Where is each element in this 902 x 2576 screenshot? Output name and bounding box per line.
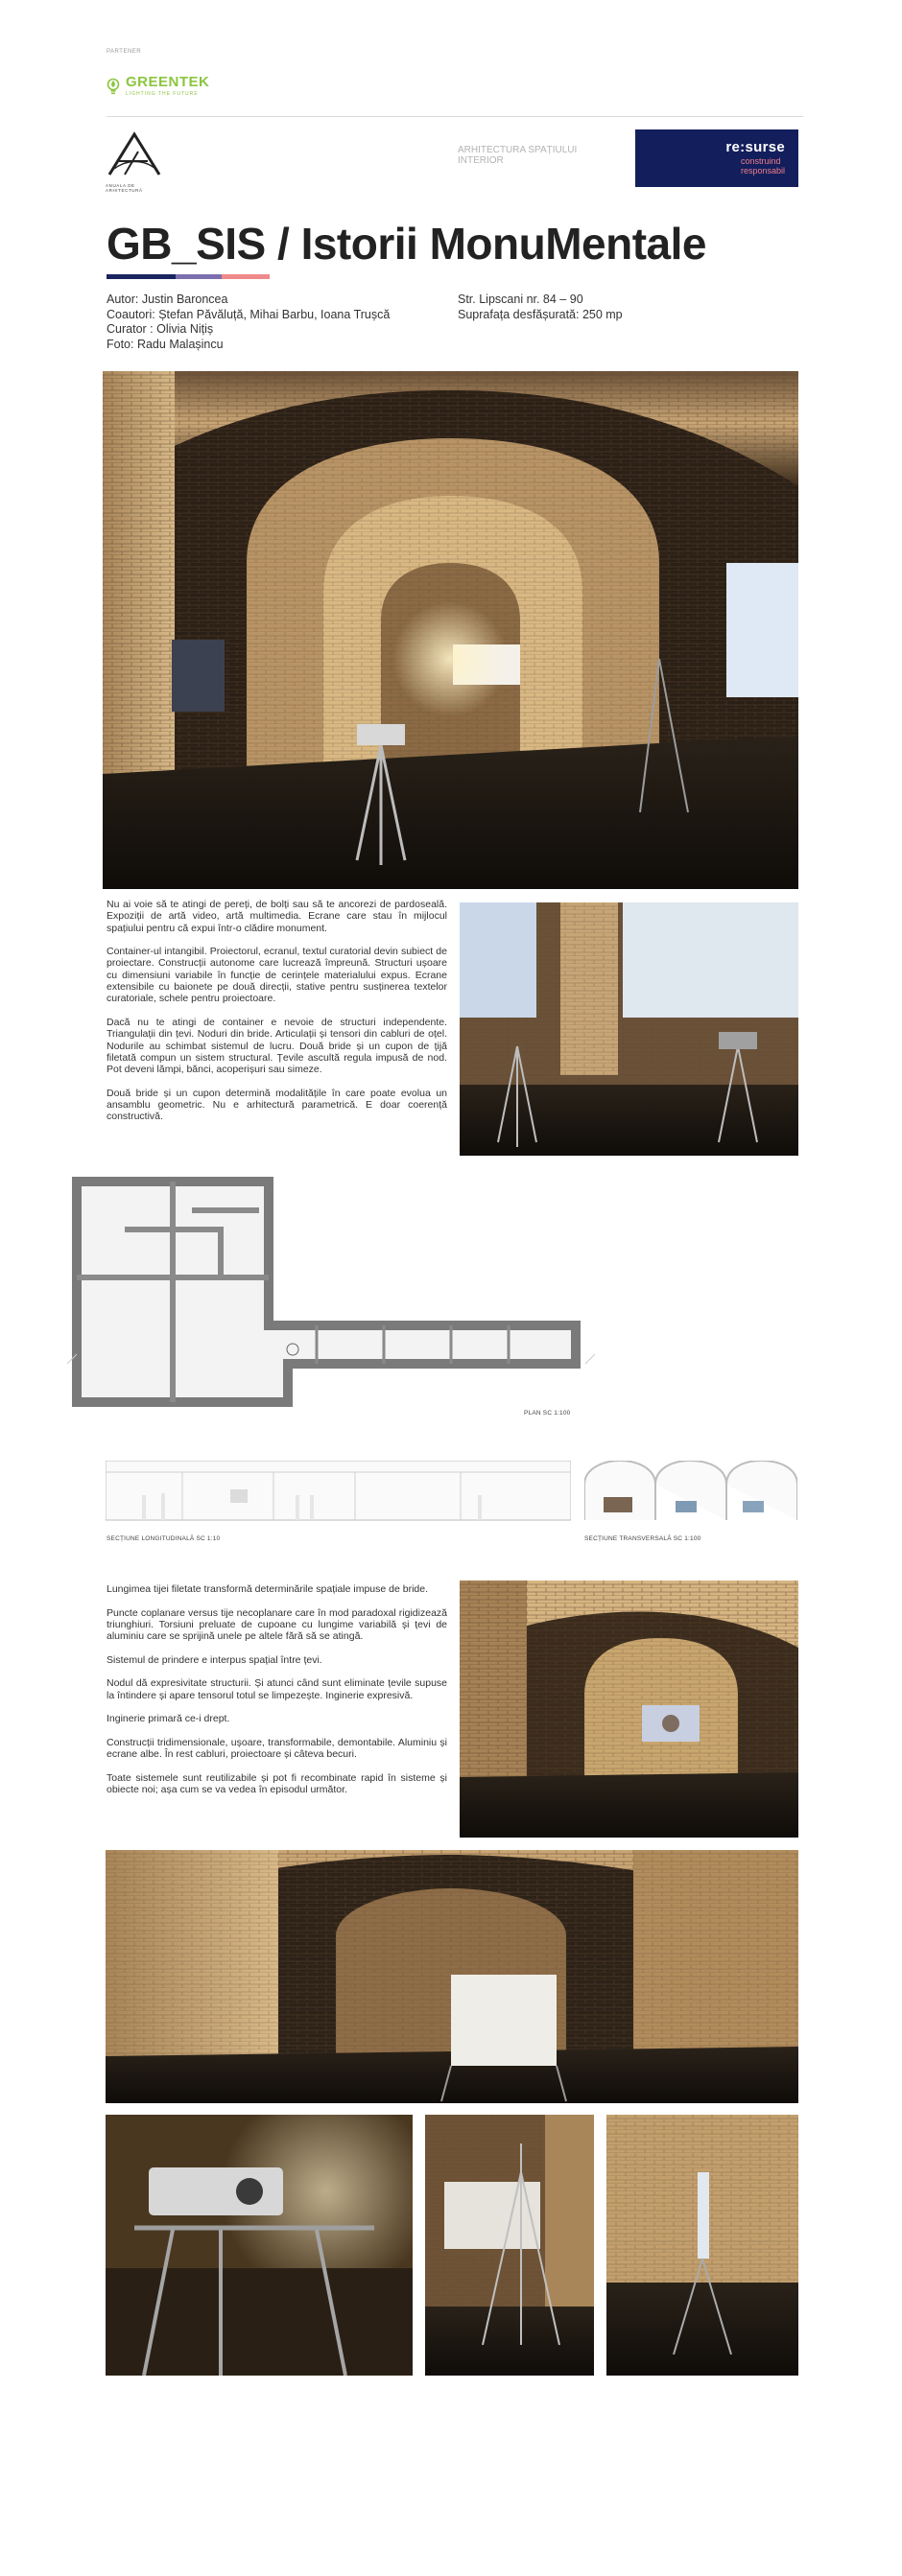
greentek-tagline: LIGHTING THE FUTURE xyxy=(126,91,199,97)
exhibition-photo-2 xyxy=(460,902,798,1156)
accent-bar-purple xyxy=(176,274,222,279)
partner-label: PARTENER xyxy=(107,49,142,55)
bulb-leaf-icon xyxy=(107,78,120,95)
paragraph: Lungimea tijei filetate transformă determinările spațiale impuse de bride. xyxy=(107,1583,429,1595)
anuala-logo xyxy=(106,130,173,193)
structure-photo xyxy=(425,2115,594,2376)
cross-section-drawing xyxy=(584,1461,797,1522)
accent-bar-navy xyxy=(107,274,176,279)
floor-plan-drawing xyxy=(67,1172,605,1421)
text-block-2 xyxy=(107,1583,447,1808)
greentek-wordmark: GREENTEK xyxy=(126,74,210,90)
hero-photo xyxy=(103,371,798,889)
paragraph: Toate sistemele sunt reutilizabile și pot fi recombinate rapid în sisteme și obiecte noi; așa cum se va vedea în episodul următor. xyxy=(107,1771,447,1796)
paragraph: Nodul dă expresivitate structurii. Și atunci când sunt eliminate țevile supuse la întindere și apare tensorul totul se limpezește. Inginerie expresivă. xyxy=(107,1677,447,1701)
exhibition-photo-3 xyxy=(460,1581,798,1838)
anuala-caption: ANUALA DE ARHITECTURĂ xyxy=(106,183,143,193)
paragraph: Dacă nu te atingi de container e nevoie de structuri independente. Triangulații din țevi. Noduri din bride. Articulații și tensori din cabluri de oțel. Nodurile au schimbat sistemul de lucru. Două bride și un cupon de țijă filetată compun un sistem structural. Țevile ascultă regula impusă de nod. Pot deveni lămpi, bănci, acoperișuri sau simeze. xyxy=(107,1016,447,1076)
text-block-1 xyxy=(107,899,447,1135)
paragraph: Construcții tridimensionale, ușoare, transformabile, demontabile. Aluminiu și ecrane albe. În rest cabluri, proiectoare și câteva becuri. xyxy=(107,1736,447,1761)
resurse-logo xyxy=(635,129,798,187)
credit-author: Autor: Justin Baroncea xyxy=(107,293,228,306)
paragraph: Două bride și un cupon determină modalitățile în care poate evolua un ansamblu geometric. Nu e arhitectură parametrică. E doar coerență constructivă. xyxy=(107,1087,447,1123)
paragraph: Inginerie primară ce-i drept. xyxy=(107,1713,230,1725)
letter-a-logo-icon xyxy=(106,130,163,176)
accent-bars xyxy=(107,274,270,279)
accent-bar-pink xyxy=(222,274,270,279)
credit-area: Suprafața desfășurată: 250 mp xyxy=(458,307,623,321)
paragraph: Sistemul de prindere e interpus spațial între țevi. xyxy=(107,1653,322,1666)
paragraph: Nu ai voie să te atingi de pereți, de bolți sau să te ancorezi de pardoseală. Expoziții de artă video, artă multimedia. Ecrane care stau în mijlocul spațiului pentru că expui într-o clădire monument. xyxy=(107,899,447,934)
longitudinal-section-drawing xyxy=(106,1461,571,1522)
projector-photo xyxy=(106,2115,413,2376)
longitudinal-section-caption: SECȚIUNE LONGITUDINALĂ SC 1:10 xyxy=(107,1535,221,1542)
page-title: GB_SIS / Istorii MonuMentale xyxy=(107,219,706,269)
credits-right xyxy=(458,293,623,322)
resurse-wordmark: re:surse xyxy=(725,139,785,155)
paragraph: Puncte coplanare versus tije necoplanare care în mod paradoxal rigidizează triunghiuri. Torsiuni preluate de cupoane cu lungime variabilă și țevi de aluminiu care se sprijină unele pe altele fără să se atingă. xyxy=(107,1606,447,1643)
tripod-photo xyxy=(606,2115,798,2376)
credit-curator: Curator : Olivia Nițiș xyxy=(107,322,214,336)
header-divider xyxy=(107,116,803,117)
credit-photo: Foto: Radu Malașincu xyxy=(107,337,224,351)
corridor-photo xyxy=(106,1850,798,2103)
resurse-tagline: construind responsabil xyxy=(740,156,785,176)
paragraph: Container-ul intangibil. Proiectorul, ecranul, textul curatorial devin subiect de proiectare. Construcții autonome care lucrează împreună. Structuri ușoare cu dimensiuni variabile în funcție de cerințele materialului expus. Ecrane extensibile cu baionete pe două direcții, stative pentru susținerea textelor curatoriale, schele pentru proiectoare. xyxy=(107,946,447,1005)
credit-address: Str. Lipscani nr. 84 – 90 xyxy=(458,293,583,306)
section-label: ARHITECTURA SPAȚIULUI INTERIOR xyxy=(458,145,578,166)
credits-left xyxy=(107,293,390,352)
plan-caption: PLAN SC 1:100 xyxy=(524,1410,571,1417)
credit-coauthors: Coautori: Ștefan Păvăluță, Mihai Barbu, Ioana Trușcă xyxy=(107,307,391,321)
cross-section-caption: SECȚIUNE TRANSVERSALĂ SC 1:100 xyxy=(584,1535,701,1542)
greentek-logo xyxy=(107,75,209,97)
